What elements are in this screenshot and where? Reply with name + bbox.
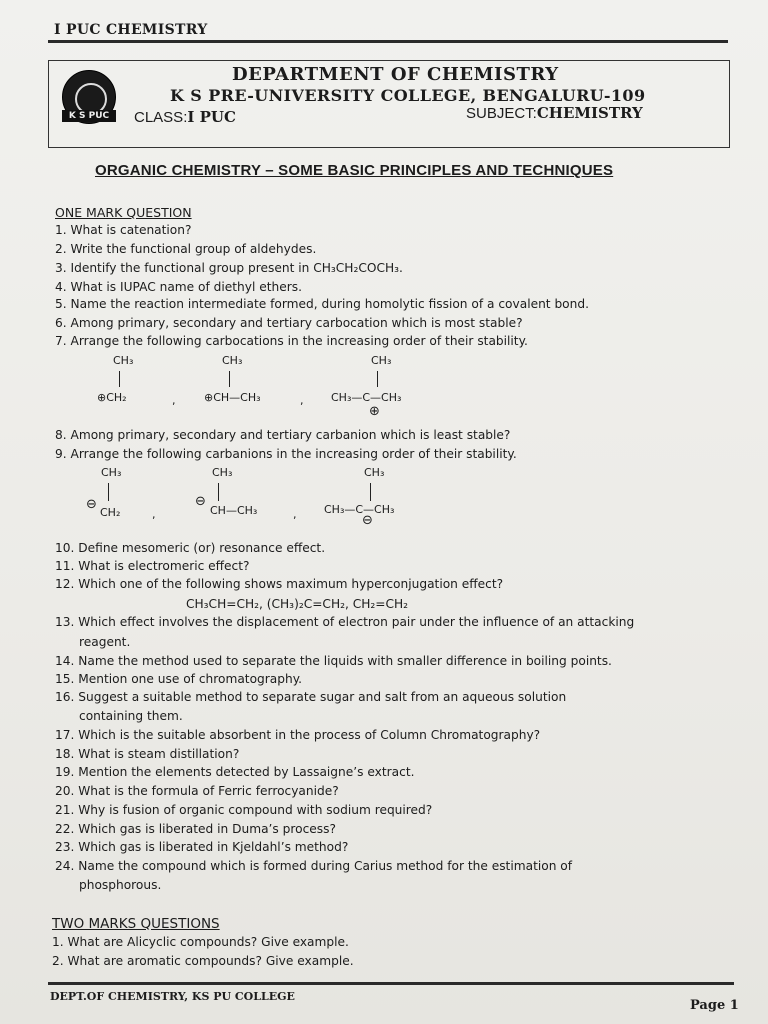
anion1-charge: ⊖ bbox=[86, 497, 97, 512]
one-mark-heading: ONE MARK QUESTION bbox=[55, 205, 192, 220]
cation2-base: ⊕CH—CH₃ bbox=[204, 391, 261, 404]
comma-2: , bbox=[300, 394, 304, 407]
anion2-bond bbox=[218, 483, 219, 501]
question-16: 16. Suggest a suitable method to separate sugar and salt from an aqueous solution bbox=[55, 690, 567, 704]
question-24: 24. Name the compound which is formed during Carius method for the estimation of bbox=[55, 859, 573, 873]
cation3-charge: ⊕ bbox=[369, 404, 380, 419]
anion2-charge: ⊖ bbox=[195, 494, 206, 509]
cation2-bond bbox=[229, 371, 230, 387]
question-22: 22. Which gas is liberated in Duma’s process? bbox=[55, 822, 336, 836]
top-label: I PUC CHEMISTRY bbox=[54, 22, 208, 38]
chapter-title: ORGANIC CHEMISTRY – SOME BASIC PRINCIPLES AND TECHNIQUES bbox=[95, 162, 614, 179]
college-name: K S PRE-UNIVERSITY COLLEGE, BENGALURU-109 bbox=[170, 86, 646, 105]
cation2-ch3: CH₃ bbox=[222, 354, 243, 367]
comma-4: , bbox=[293, 508, 297, 521]
question-17: 17. Which is the suitable absorbent in the process of Column Chromatography? bbox=[55, 728, 541, 742]
question-2: 2. Write the functional group of aldehydes. bbox=[55, 242, 317, 256]
question-9: 9. Arrange the following carbanions in the increasing order of their stability. bbox=[55, 447, 517, 461]
anion2-base: CH—CH₃ bbox=[210, 504, 258, 517]
page-number: Page 1 bbox=[690, 998, 739, 1013]
class-value: I PUC bbox=[187, 108, 236, 126]
two-marks-heading: TWO MARKS QUESTIONS bbox=[52, 916, 220, 932]
cation1-ch3: CH₃ bbox=[113, 354, 134, 367]
cation3-base: CH₃—C—CH₃ bbox=[331, 391, 402, 404]
two-mark-question-2: 2. What are aromatic compounds? Give example. bbox=[52, 954, 354, 968]
question-1: 1. What is catenation? bbox=[55, 223, 192, 237]
question-8: 8. Among primary, secondary and tertiary carbanion which is least stable? bbox=[55, 428, 511, 442]
anion3-charge: ⊖ bbox=[362, 513, 373, 528]
logo-text: K S PUC bbox=[62, 110, 116, 122]
cation1-bond bbox=[119, 371, 120, 387]
comma-1: , bbox=[172, 394, 176, 407]
question-19: 19. Mention the elements detected by Lassaigne’s extract. bbox=[55, 765, 415, 779]
anion1-ch3: CH₃ bbox=[101, 466, 122, 479]
question-23: 23. Which gas is liberated in Kjeldahl’s method? bbox=[55, 840, 349, 854]
question-20: 20. What is the formula of Ferric ferrocyanide? bbox=[55, 784, 339, 798]
anion1-base: CH₂ bbox=[100, 506, 121, 519]
class-label: CLASS: bbox=[134, 109, 188, 126]
subject-label: SUBJECT: bbox=[466, 105, 537, 122]
class-line bbox=[134, 108, 236, 126]
cation1-base: ⊕CH₂ bbox=[97, 391, 127, 404]
anion3-base: CH₃—C—CH₃ bbox=[324, 503, 395, 516]
question-3: 3. Identify the functional group present in CH₃CH₂COCH₃. bbox=[55, 261, 403, 275]
question-16-continued: containing them. bbox=[79, 709, 183, 723]
anion3-ch3: CH₃ bbox=[364, 466, 385, 479]
question-11: 11. What is electromeric effect? bbox=[55, 559, 250, 573]
subject-line bbox=[466, 104, 643, 122]
subject-value: CHEMISTRY bbox=[536, 104, 643, 122]
cation3-ch3: CH₃ bbox=[371, 354, 392, 367]
two-mark-question-1: 1. What are Alicyclic compounds? Give example. bbox=[52, 935, 349, 949]
question-10: 10. Define mesomeric (or) resonance effect. bbox=[55, 541, 326, 555]
anion3-bond bbox=[370, 483, 371, 501]
cation3-bond bbox=[377, 371, 378, 387]
college-logo bbox=[62, 70, 116, 124]
question-13: 13. Which effect involves the displacement of electron pair under the influence of an attacking bbox=[55, 615, 635, 629]
comma-3: , bbox=[152, 508, 156, 521]
question-13-continued: reagent. bbox=[79, 635, 131, 649]
top-divider bbox=[48, 40, 728, 43]
question-21: 21. Why is fusion of organic compound with sodium required? bbox=[55, 803, 433, 817]
question-4: 4. What is IUPAC name of diethyl ethers. bbox=[55, 280, 302, 294]
anion1-bond bbox=[108, 483, 109, 501]
question-5: 5. Name the reaction intermediate formed, during homolytic fission of a covalent bond. bbox=[55, 297, 589, 311]
bottom-divider bbox=[48, 982, 734, 985]
department-title: DEPARTMENT OF CHEMISTRY bbox=[232, 64, 559, 85]
question-12-options: CH₃CH=CH₂, (CH₃)₂C=CH₂, CH₂=CH₂ bbox=[186, 597, 409, 611]
footer-label: DEPT.OF CHEMISTRY, KS PU COLLEGE bbox=[50, 990, 295, 1003]
question-14: 14. Name the method used to separate the liquids with smaller difference in boiling points. bbox=[55, 654, 612, 668]
anion2-ch3: CH₃ bbox=[212, 466, 233, 479]
question-15: 15. Mention one use of chromatography. bbox=[55, 672, 303, 686]
question-24-continued: phosphorous. bbox=[79, 878, 162, 892]
question-7: 7. Arrange the following carbocations in the increasing order of their stability. bbox=[55, 334, 528, 348]
question-18: 18. What is steam distillation? bbox=[55, 747, 240, 761]
question-6: 6. Among primary, secondary and tertiary carbocation which is most stable? bbox=[55, 316, 523, 330]
question-12: 12. Which one of the following shows maximum hyperconjugation effect? bbox=[55, 577, 504, 591]
